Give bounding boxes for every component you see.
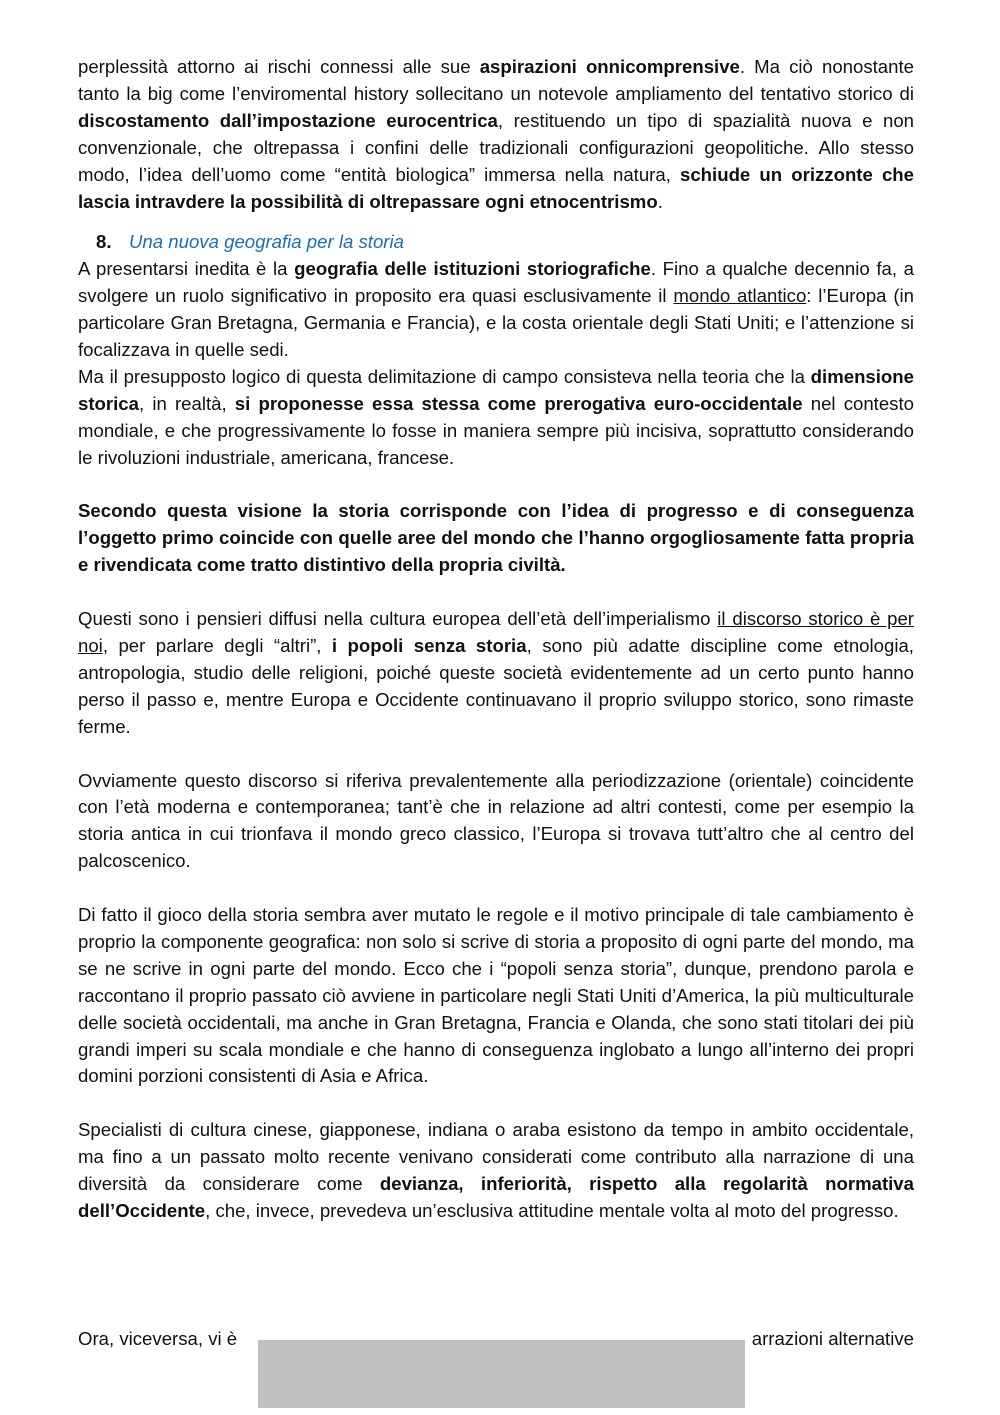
paragraph-5: Questi sono i pensieri diffusi nella cultura europea dell’età dell’imperialismo il discorso storico è per noi, per parlare degli “altri”, i popoli senza storia, sono più adatte discipline come etnologia, antropologia, studio delle religioni, poiché queste società evidentemente ad un certo punto hanno perso il passo e, mentre Europa e Occidente continuavano il proprio sviluppo storico, sono rimaste ferme. [78,608,914,737]
section-title: Una nuova geografia per la storia [129,231,404,253]
last-line-left: Ora, viceversa, vi è [78,1328,238,1349]
section-number: 8. [96,231,112,253]
paragraph-8: Specialisti di cultura cinese, giapponese, indiana o araba esistono da tempo in ambito occidentale, ma fino a un passato molto recente venivano considerati come contributo alla narrazione di una diversità da considerare come devianza, inferiorità, rispetto alla regolarità normativa dell’Occidente, che, invece, prevedeva un’esclusiva attitudine mentale volta al moto del progresso. [78,1119,914,1221]
paragraph-3: Ma il presupposto logico di questa delimitazione di campo consisteva nella teoria che la dimensione storica, in realtà, si proponesse essa stessa come prerogativa euro-occidentale nel contesto mondiale, e che progressivamente lo fosse in maniera sempre più incisiva, soprattutto considerando le rivoluzioni industriale, americana, francese. [78,365,914,468]
redaction-overlay [258,1340,745,1408]
paragraph-7: Di fatto il gioco della storia sembra aver mutato le regole e il motivo principale di tale cambiamento è proprio la componente geografica: non solo si scrive di storia a proposito di ogni parte del mondo, ma se ne scrive in ogni parte del mondo. Ecco che i “popoli senza storia”, dunque, prendono parola e raccontano il proprio passato ciò avviene in particolare negli Stati Uniti d’America, la più multiculturale delle società occidentali, ma anche in Gran Bretagna, Francia e Olanda, che sono stati titolari dei più grandi imperi su scala mondiale e che hanno di conseguenza inglobato a lungo all’interno dei propri domini porzioni consistenti di Asia e Africa. [78,904,914,1087]
paragraph-2: A presentarsi inedita è la geografia delle istituzioni storiografiche. Fino a qualche decennio fa, a svolgere un ruolo significativo in proposito era quasi esclusivamente il mondo atlantico: l’Europa (in particolare Gran Bretagna, Germania e Francia), e la costa orientale degli Stati Uniti; e l’attenzione si focalizzava in quelle sedi. [78,258,914,361]
paragraph-4: Secondo questa visione la storia corrisponde con l’idea di progresso e di conseguenza l’oggetto primo coincide con quelle aree del mondo che l’hanno orgogliosamente fatta propria e rivendicata come tratto distintivo della propria civiltà. [78,500,914,576]
last-line-right: arrazioni alternative [751,1328,914,1349]
section-heading [78,229,914,256]
paragraph-1: perplessità attorno ai rischi connessi alle sue aspirazioni onnicomprensive. Ma ciò nonostante tanto la big come l’enviromental history sollecitano un notevole ampliamento del tentativo storico di discostamento dall’impostazione eurocentrica, restituendo un tipo di spazialità nuova e non convenzionale, che oltrepassa i confini delle tradizionali configurazioni geopolitiche. Allo stesso modo, l’idea dell’uomo come “entità biologica” immersa nella natura, schiude un orizzonte che lascia intravdere la possibilità di oltrepassare ogni etnocentrismo. [78,56,915,212]
document-body [78,54,914,1225]
paragraph-6: Ovviamente questo discorso si riferiva prevalentemente alla periodizzazione (orientale) coincidente con l’età moderna e contemporanea; tant’è che in relazione ad altri contesti, come per esempio la storia antica in cui trionfava il mondo greco classico, l’Europa si trovava tutt’altro che al centro del palcoscenico. [78,769,914,872]
